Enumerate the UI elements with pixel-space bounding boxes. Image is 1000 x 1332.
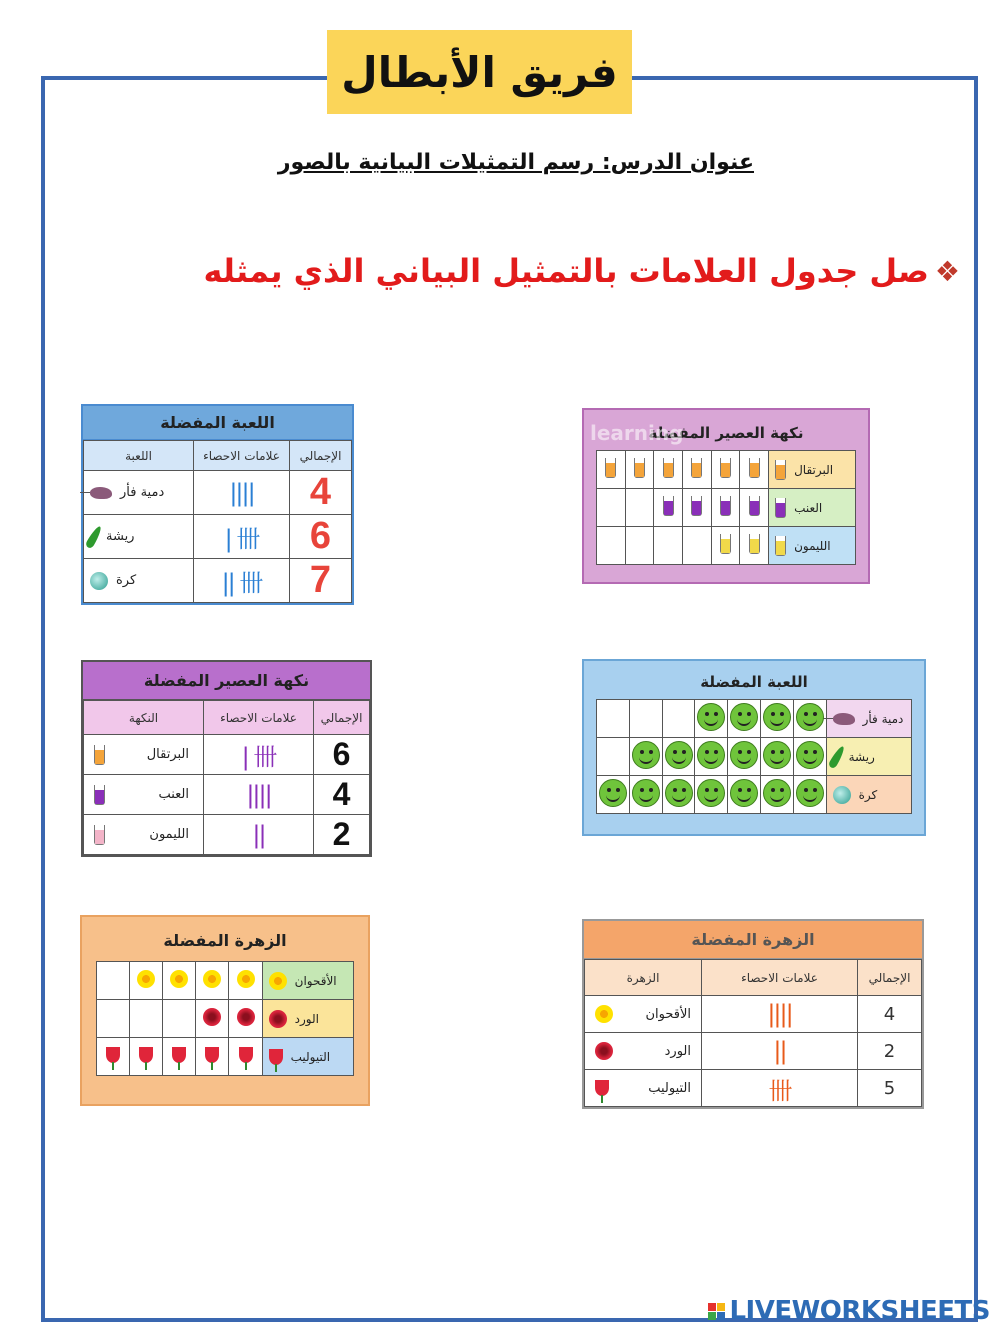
picture-cell xyxy=(97,962,130,1000)
card-title: الزهرة المفضلة xyxy=(163,931,287,950)
pictograph-row xyxy=(597,527,856,565)
pictograph-table xyxy=(596,450,856,565)
yellow-flower-icon xyxy=(203,970,221,988)
picture-cell xyxy=(97,1038,130,1076)
rose-icon xyxy=(269,1010,287,1028)
tally-marks: 卌 || xyxy=(221,569,262,597)
pictograph-row xyxy=(597,700,912,738)
rose-icon xyxy=(203,1008,221,1026)
header-total: الإجمالي xyxy=(858,960,922,996)
yellow-flower-icon xyxy=(237,970,255,988)
picture-cell xyxy=(625,527,654,565)
juice-glass-icon xyxy=(775,536,786,556)
instruction-text: صل جدول العلامات بالتمثيل البياني الذي يمثله xyxy=(203,252,929,290)
row-label: الليمون xyxy=(149,827,189,842)
tulip-icon xyxy=(205,1047,219,1063)
watermark-text: LIVEWORKSHEETS xyxy=(729,1296,990,1326)
lemon-juice-icon xyxy=(94,825,105,845)
tally-table xyxy=(83,700,370,855)
pictograph-row xyxy=(97,962,354,1000)
picture-cell xyxy=(662,700,695,738)
picture-cell xyxy=(695,700,728,738)
total-value: 4 xyxy=(883,1003,896,1025)
lesson-title: عنوان الدرس: رسم التمثيلات البيانية بالصور xyxy=(277,150,754,175)
feather-icon xyxy=(85,524,104,549)
picture-cell xyxy=(683,527,712,565)
row-label-cell xyxy=(826,700,911,738)
picture-cell xyxy=(662,738,695,776)
picture-cell xyxy=(597,700,630,738)
juice-glass-icon xyxy=(775,498,786,518)
pictograph-row xyxy=(597,738,912,776)
card-title: اللعبة المفضلة xyxy=(83,406,352,440)
row-label-cell xyxy=(769,451,856,489)
picture-cell xyxy=(740,489,769,527)
tally-table xyxy=(83,440,352,603)
juice-glass-icon xyxy=(691,458,702,478)
picture-cell xyxy=(229,1000,262,1038)
smiley-icon xyxy=(697,741,725,769)
picture-cell xyxy=(130,962,163,1000)
table-row xyxy=(585,996,922,1033)
picture-cell xyxy=(97,1000,130,1038)
row-label-cell xyxy=(769,527,856,565)
title-banner xyxy=(327,30,632,114)
liveworksheets-logo xyxy=(708,1296,990,1326)
row-label: الأقحوان xyxy=(645,1006,691,1022)
yellow-flower-icon xyxy=(595,1005,613,1023)
pictograph-table xyxy=(596,699,912,814)
card-title: اللعبة المفضلة xyxy=(700,673,808,691)
row-label: كرة xyxy=(858,787,878,802)
smiley-icon xyxy=(632,741,660,769)
juice-glass-icon xyxy=(691,496,702,516)
total-value: 2 xyxy=(883,1040,896,1062)
picture-cell xyxy=(793,700,826,738)
pictograph-row xyxy=(597,451,856,489)
picture-cell xyxy=(654,489,683,527)
juice-pictograph-card[interactable] xyxy=(582,408,870,584)
smiley-icon xyxy=(730,703,758,731)
picture-cell xyxy=(597,738,630,776)
game-tally-card[interactable] xyxy=(81,404,354,605)
juice-glass-icon xyxy=(775,460,786,480)
watermark-text: learning xyxy=(590,421,684,445)
smiley-icon xyxy=(665,779,693,807)
picture-cell xyxy=(629,776,662,814)
smiley-icon xyxy=(763,741,791,769)
header-tally: علامات الاحصاء xyxy=(702,960,858,996)
smiley-icon xyxy=(730,741,758,769)
table-row xyxy=(585,1070,922,1107)
header-item: النكهة xyxy=(84,701,204,735)
picture-cell xyxy=(761,738,794,776)
picture-cell xyxy=(711,451,740,489)
juice-glass-icon xyxy=(749,458,760,478)
picture-cell xyxy=(654,451,683,489)
picture-cell xyxy=(163,1000,196,1038)
rose-icon xyxy=(237,1008,255,1026)
tulip-icon xyxy=(139,1047,153,1063)
grape-juice-icon xyxy=(94,785,105,805)
table-row xyxy=(84,775,370,815)
header-item: اللعبة xyxy=(84,441,194,471)
picture-cell xyxy=(662,776,695,814)
picture-cell xyxy=(229,962,262,1000)
picture-cell xyxy=(740,451,769,489)
smiley-icon xyxy=(697,779,725,807)
header-item: الزهرة xyxy=(585,960,702,996)
total-value: 6 xyxy=(309,515,332,557)
pictograph-row xyxy=(97,1000,354,1038)
picture-cell xyxy=(793,738,826,776)
pictograph-row xyxy=(97,1038,354,1076)
picture-cell xyxy=(728,738,761,776)
row-label: العنب xyxy=(794,500,823,515)
juice-glass-icon xyxy=(663,458,674,478)
table-row xyxy=(84,559,352,603)
row-label: دمية فأر xyxy=(120,485,165,500)
card-title: نكهة العصير المفضلة xyxy=(648,424,804,442)
picture-cell xyxy=(196,1038,229,1076)
picture-cell xyxy=(597,489,626,527)
row-label-cell xyxy=(826,738,911,776)
picture-cell xyxy=(163,962,196,1000)
row-label: الأقحوان xyxy=(294,973,337,988)
tally-marks: 卌 | xyxy=(241,743,276,771)
picture-cell xyxy=(683,451,712,489)
picture-cell xyxy=(196,962,229,1000)
picture-cell xyxy=(695,776,728,814)
header-total: الإجمالي xyxy=(290,441,352,471)
rose-icon xyxy=(595,1042,613,1060)
ball-icon xyxy=(90,572,108,590)
picture-cell xyxy=(740,527,769,565)
juice-glass-icon xyxy=(720,496,731,516)
juice-tally-card[interactable] xyxy=(81,660,372,857)
tulip-icon xyxy=(595,1080,609,1096)
row-label: البرتقال xyxy=(794,462,834,477)
picture-cell xyxy=(196,1000,229,1038)
total-value: 5 xyxy=(883,1077,896,1099)
picture-cell xyxy=(625,451,654,489)
instruction xyxy=(203,252,960,290)
smiley-icon xyxy=(599,779,627,807)
feather-icon xyxy=(827,744,846,769)
card-title: الزهرة المفضلة xyxy=(584,921,922,959)
row-label-cell xyxy=(769,489,856,527)
total-value: 2 xyxy=(332,816,351,852)
header-total: الإجمالي xyxy=(314,701,370,735)
picture-cell xyxy=(229,1038,262,1076)
logo-icon xyxy=(708,1303,725,1320)
header-tally: علامات الاحصاء xyxy=(194,441,290,471)
picture-cell xyxy=(711,489,740,527)
picture-cell xyxy=(629,738,662,776)
mouse-icon xyxy=(90,487,112,499)
game-pictograph-card[interactable] xyxy=(582,659,926,836)
row-label: الورد xyxy=(664,1043,691,1059)
table-row xyxy=(84,815,370,855)
row-label: العنب xyxy=(158,787,189,802)
picture-cell xyxy=(761,700,794,738)
tulip-icon xyxy=(172,1047,186,1063)
header-tally: علامات الاحصاء xyxy=(204,701,314,735)
row-label: ريشة xyxy=(848,749,875,764)
yellow-flower-icon xyxy=(137,970,155,988)
smiley-icon xyxy=(730,779,758,807)
page-title: فريق الأبطال xyxy=(341,47,618,97)
pictograph-row xyxy=(597,489,856,527)
smiley-icon xyxy=(632,779,660,807)
row-label: الليمون xyxy=(794,538,831,553)
picture-cell xyxy=(654,527,683,565)
yellow-flower-icon xyxy=(170,970,188,988)
juice-glass-icon xyxy=(749,534,760,554)
juice-glass-icon xyxy=(605,458,616,478)
flower-tally-card[interactable] xyxy=(582,919,924,1109)
smiley-icon xyxy=(665,741,693,769)
total-value: 6 xyxy=(332,736,351,772)
total-value: 4 xyxy=(309,471,332,513)
smiley-icon xyxy=(763,703,791,731)
row-label-cell xyxy=(262,1000,353,1038)
juice-glass-icon xyxy=(749,496,760,516)
row-label: دمية فأر xyxy=(862,711,904,726)
table-row xyxy=(84,735,370,775)
flower-pictograph-card[interactable] xyxy=(80,915,370,1106)
tulip-icon xyxy=(269,1049,283,1065)
picture-cell xyxy=(597,776,630,814)
picture-cell xyxy=(130,1000,163,1038)
total-value: 7 xyxy=(309,559,332,601)
row-label: الورد xyxy=(294,1011,319,1026)
tulip-icon xyxy=(106,1047,120,1063)
picture-cell xyxy=(728,700,761,738)
table-row xyxy=(84,471,352,515)
picture-cell xyxy=(711,527,740,565)
picture-cell xyxy=(629,700,662,738)
mouse-icon xyxy=(833,713,855,725)
tally-table xyxy=(584,959,922,1107)
picture-cell xyxy=(597,527,626,565)
tally-marks: || xyxy=(773,1037,786,1065)
smiley-icon xyxy=(796,741,824,769)
picture-cell xyxy=(761,776,794,814)
table-row xyxy=(84,515,352,559)
tally-marks: |||| xyxy=(229,478,254,507)
row-label-cell xyxy=(826,776,911,814)
tally-marks: |||| xyxy=(767,1000,792,1028)
row-label: التيوليب xyxy=(648,1080,691,1096)
smiley-icon xyxy=(796,779,824,807)
picture-cell xyxy=(793,776,826,814)
tally-marks: || xyxy=(252,820,265,849)
pictograph-table xyxy=(96,961,354,1076)
tally-marks: |||| xyxy=(246,780,271,809)
smiley-icon xyxy=(796,703,824,731)
ball-icon xyxy=(833,786,851,804)
picture-cell xyxy=(695,738,728,776)
table-row xyxy=(585,1033,922,1070)
picture-cell xyxy=(597,451,626,489)
row-label: ريشة xyxy=(106,529,135,544)
picture-cell xyxy=(683,489,712,527)
juice-glass-icon xyxy=(720,458,731,478)
juice-glass-icon xyxy=(634,458,645,478)
row-label-cell xyxy=(262,1038,353,1076)
row-label: كرة xyxy=(116,573,137,588)
orange-juice-icon xyxy=(94,745,105,765)
juice-glass-icon xyxy=(663,496,674,516)
tally-marks: 卌 | xyxy=(224,525,259,553)
juice-glass-icon xyxy=(720,534,731,554)
pictograph-row xyxy=(597,776,912,814)
row-label-cell xyxy=(262,962,353,1000)
smiley-icon xyxy=(697,703,725,731)
card-title: نكهة العصير المفضلة xyxy=(83,662,370,700)
smiley-icon xyxy=(763,779,791,807)
total-value: 4 xyxy=(332,776,351,812)
yellow-flower-icon xyxy=(269,972,287,990)
row-label: البرتقال xyxy=(146,747,189,762)
row-label: التيوليب xyxy=(290,1049,331,1064)
picture-cell xyxy=(163,1038,196,1076)
picture-cell xyxy=(728,776,761,814)
bullet-icon: ❖ xyxy=(934,254,960,288)
picture-cell xyxy=(625,489,654,527)
tally-marks: 卌 xyxy=(768,1076,791,1105)
tulip-icon xyxy=(239,1047,253,1063)
picture-cell xyxy=(130,1038,163,1076)
